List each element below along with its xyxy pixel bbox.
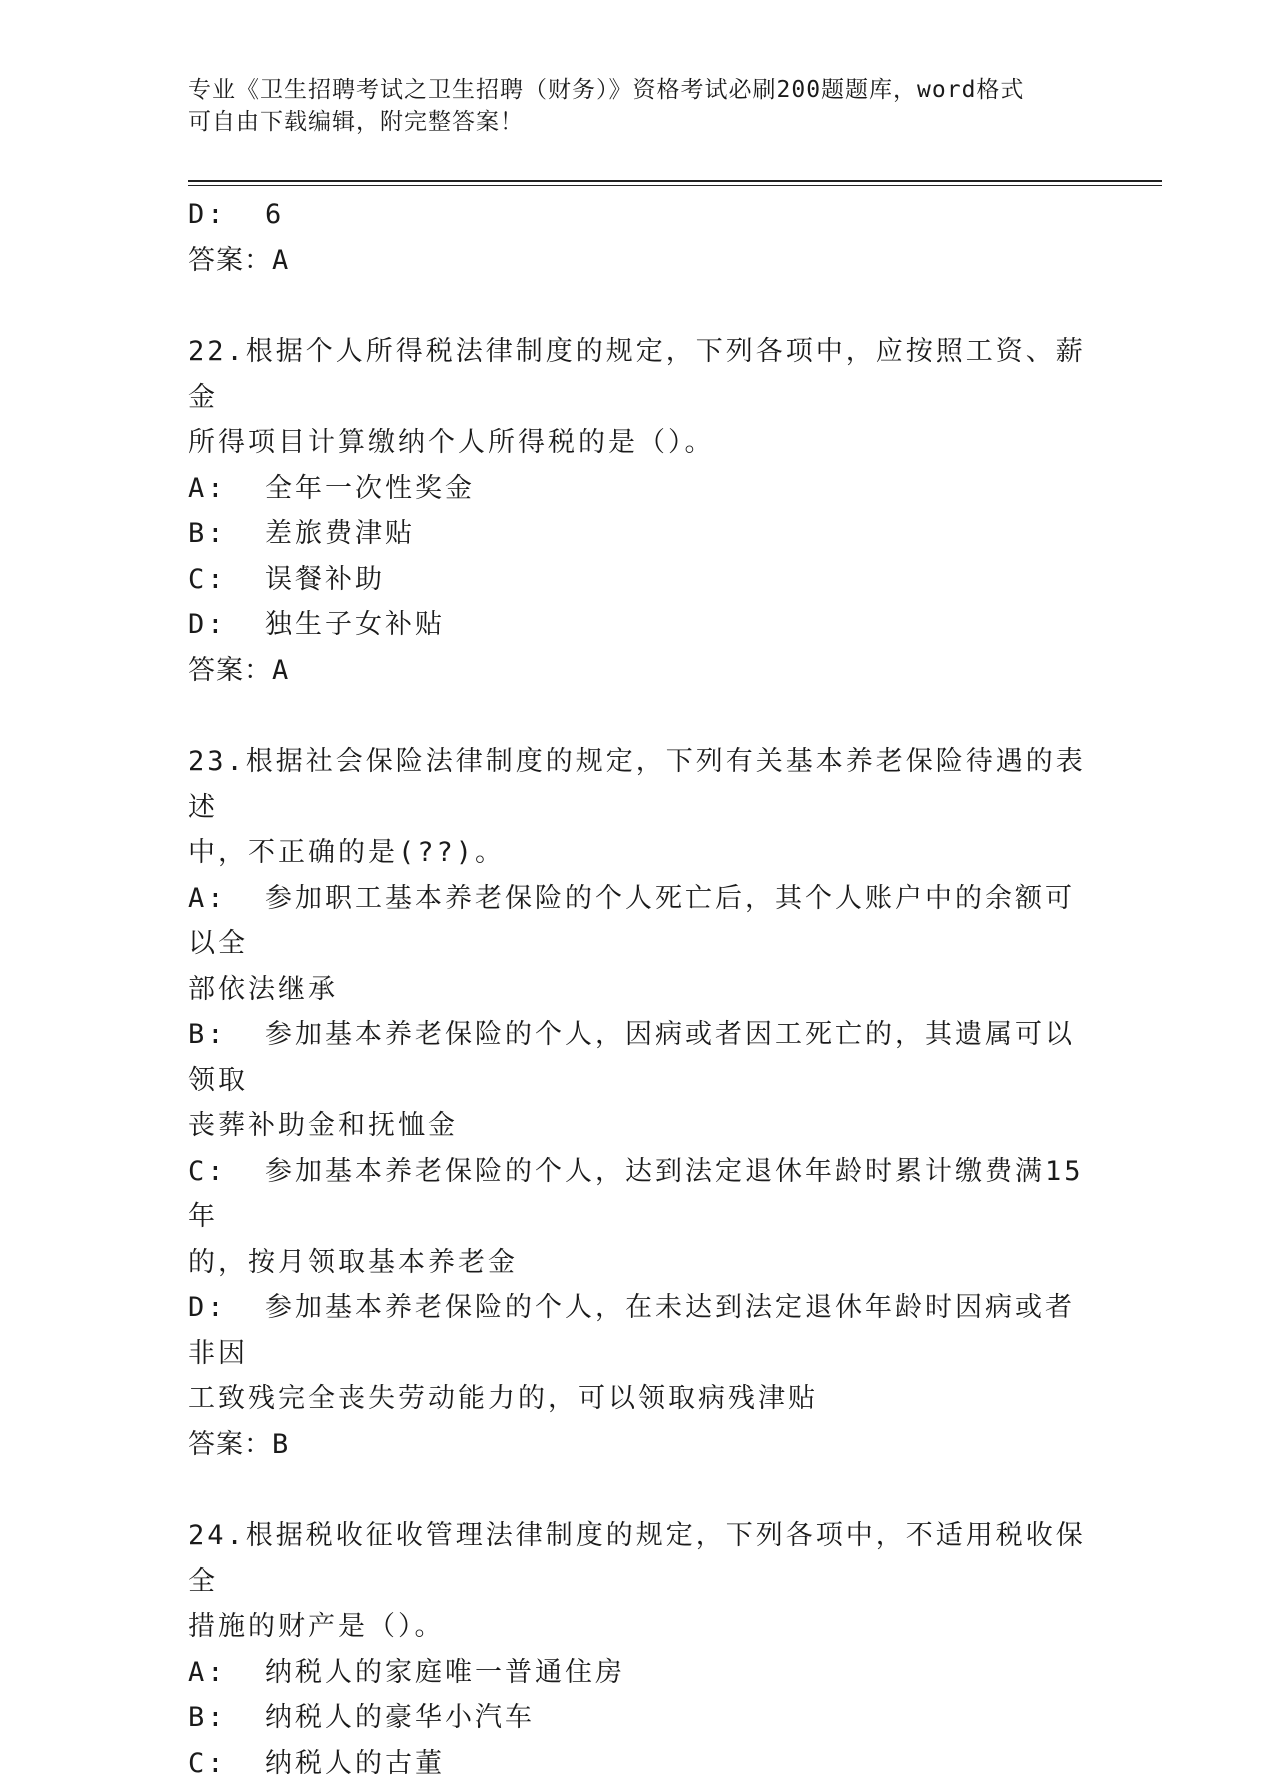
q23-stem-line-2: 中，不正确的是(??)。 — [188, 830, 1088, 876]
q24-option-b: B: 纳税人的豪华小汽车 — [188, 1695, 1088, 1741]
q23-option-b-line-2: 丧葬补助金和抚恤金 — [188, 1103, 1088, 1149]
q22-stem-line-1: 22.根据个人所得税法律制度的规定，下列各项中，应按照工资、薪金 — [188, 329, 1088, 420]
q24-stem-line-2: 措施的财产是（）。 — [188, 1604, 1088, 1650]
header-rule-thick — [188, 180, 1162, 182]
q23-stem-line-1: 23.根据社会保险法律制度的规定，下列有关基本养老保险待遇的表述 — [188, 739, 1088, 830]
q24-option-c: C: 纳税人的古董 — [188, 1741, 1088, 1786]
q23-option-a-line-1: A: 参加职工基本养老保险的个人死亡后，其个人账户中的余额可以全 — [188, 876, 1088, 967]
prev-option-d: D: 6 — [188, 192, 1088, 238]
spacer — [188, 1467, 1088, 1513]
question-23 — [188, 739, 1088, 1467]
q22-option-a: A: 全年一次性奖金 — [188, 466, 1088, 512]
q23-option-a-line-2: 部依法继承 — [188, 967, 1088, 1013]
question-content — [188, 192, 1088, 1786]
question-22 — [188, 329, 1088, 693]
spacer — [188, 693, 1088, 739]
header-line-2: 可自由下载编辑，附完整答案！ — [188, 106, 1108, 138]
q22-answer: 答案：A — [188, 648, 1088, 694]
spacer — [188, 283, 1088, 329]
header-line-1: 专业《卫生招聘考试之卫生招聘（财务）》资格考试必刷200题题库，word格式 — [188, 74, 1108, 106]
q22-stem-line-2: 所得项目计算缴纳个人所得税的是（）。 — [188, 420, 1088, 466]
q23-option-d-line-2: 工致残完全丧失劳动能力的，可以领取病残津贴 — [188, 1376, 1088, 1422]
prev-answer: 答案：A — [188, 238, 1088, 284]
q22-option-c: C: 误餐补助 — [188, 557, 1088, 603]
q23-option-c-line-2: 的，按月领取基本养老金 — [188, 1240, 1088, 1286]
q24-stem-line-1: 24.根据税收征收管理法律制度的规定，下列各项中，不适用税收保全 — [188, 1513, 1088, 1604]
q23-option-c-line-1: C: 参加基本养老保险的个人，达到法定退休年龄时累计缴费满15年 — [188, 1149, 1088, 1240]
q22-option-b: B: 差旅费津贴 — [188, 511, 1088, 557]
q23-answer: 答案：B — [188, 1422, 1088, 1468]
page-header — [188, 74, 1108, 138]
header-rule-thin — [188, 185, 1162, 186]
q23-option-d-line-1: D: 参加基本养老保险的个人，在未达到法定退休年龄时因病或者非因 — [188, 1285, 1088, 1376]
q22-option-d: D: 独生子女补贴 — [188, 602, 1088, 648]
q23-option-b-line-1: B: 参加基本养老保险的个人，因病或者因工死亡的，其遗属可以领取 — [188, 1012, 1088, 1103]
q24-option-a: A: 纳税人的家庭唯一普通住房 — [188, 1650, 1088, 1696]
